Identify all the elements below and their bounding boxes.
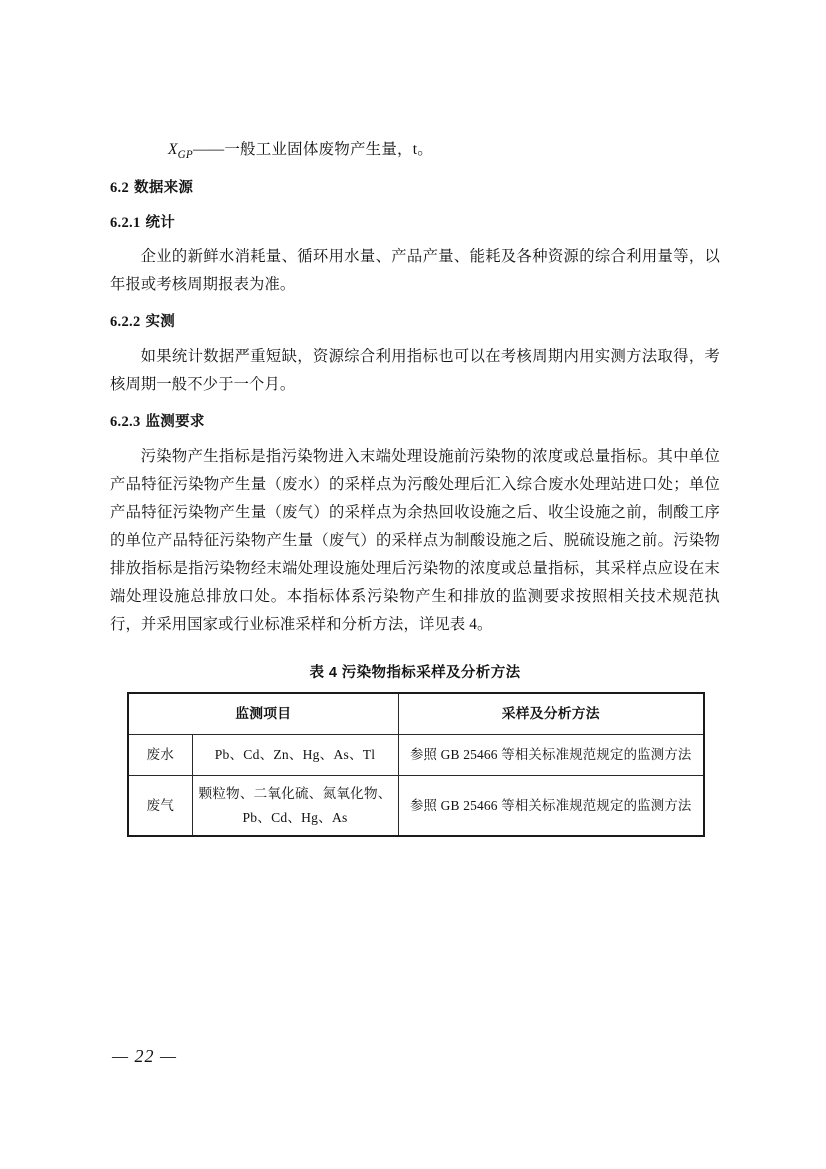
definition-dash: —— bbox=[192, 141, 225, 158]
table-body bbox=[128, 734, 704, 836]
section-heading-6-2-3 bbox=[110, 412, 720, 434]
cell-category-wastewater: 废水 bbox=[128, 734, 192, 775]
table-row bbox=[128, 775, 704, 836]
section-title: 实测 bbox=[145, 314, 176, 331]
table-header-monitoring-items: 监测项目 bbox=[128, 693, 398, 735]
section-heading-6-2-1 bbox=[110, 213, 720, 235]
definition-text: 一般工业固体废物产生量，t。 bbox=[224, 141, 433, 158]
section-heading-6-2 bbox=[110, 178, 720, 200]
cell-method-wastewater: 参照 GB 25466 等相关标准规范规定的监测方法 bbox=[398, 734, 704, 775]
table-row bbox=[128, 734, 704, 775]
section-title: 统计 bbox=[145, 214, 176, 231]
table-header-sampling-method: 采样及分析方法 bbox=[398, 693, 704, 735]
cell-category-wastegas: 废气 bbox=[128, 775, 192, 836]
page-content bbox=[110, 138, 720, 837]
section-number: 6.2.2 bbox=[110, 314, 141, 331]
table-head bbox=[128, 693, 704, 735]
section-title: 数据来源 bbox=[134, 179, 194, 196]
variable-symbol: $X_{GP}$ bbox=[168, 141, 193, 162]
variable-definition-line bbox=[110, 138, 720, 165]
table-caption: 表 4 污染物指标采样及分析方法 bbox=[309, 664, 521, 681]
page-number: — 22 — bbox=[112, 1046, 178, 1066]
paragraph-6-2-1: 企业的新鲜水消耗量、循环用水量、产品产量、能耗及各种资源的综合利用量等，以年报或考核周期报表为准。 bbox=[110, 248, 720, 294]
paragraph-6-2-3: 污染物产生指标是指污染物进入末端处理设施前污染物的浓度或总量指标。其中单位产品特征污染物产生量（废水）的采样点为污酸处理后汇入综合废水处理站进口处；单位产品特征污染物产生量（废气）的采样点为余热回收设施之后、收尘设施之前，制酸工序的单位产品特征污染物产生量（废气）的采样点为制酸设施之后、脱硫设施之前。污染物排放指标是指污染物经末端处理设施处理后污染物的浓度或总量指标，其采样点应设在末端处理设施总排放口处。本指标体系污染物产生和排放的监测要求按照相关技术规范执行，并采用国家或行业标准采样和分析方法，详见表 4。 bbox=[110, 447, 720, 633]
section-number: 6.2.3 bbox=[110, 414, 141, 431]
pollutant-sampling-table bbox=[127, 692, 705, 838]
section-title: 监测要求 bbox=[145, 414, 205, 431]
cell-items-wastewater: Pb、Cd、Zn、Hg、As、Tl bbox=[192, 734, 398, 775]
section-number: 6.2.1 bbox=[110, 214, 141, 231]
cell-method-wastegas: 参照 GB 25466 等相关标准规范规定的监测方法 bbox=[398, 775, 704, 836]
cell-items-wastegas: 颗粒物、二氧化硫、氮氧化物、Pb、Cd、Hg、As bbox=[192, 775, 398, 836]
table-wrapper bbox=[127, 692, 703, 838]
section-number: 6.2 bbox=[110, 179, 130, 196]
paragraph-6-2-2: 如果统计数据严重短缺，资源综合利用指标也可以在考核周期内用实测方法取得，考核周期一般不少于一个月。 bbox=[110, 348, 720, 394]
table-header-row bbox=[128, 693, 704, 735]
section-heading-6-2-2 bbox=[110, 312, 720, 334]
